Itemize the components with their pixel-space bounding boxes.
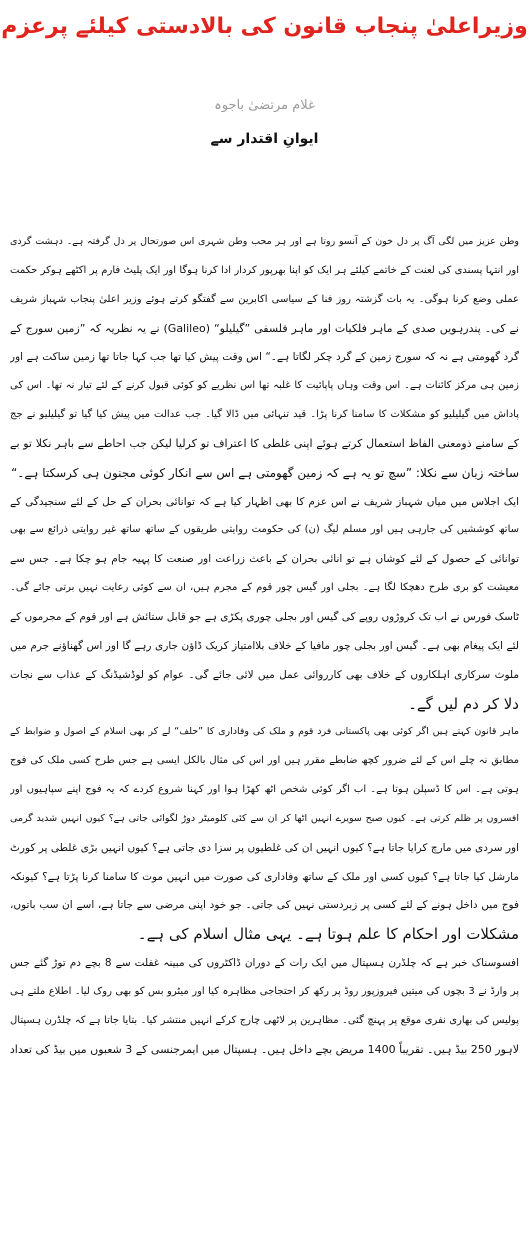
article-title: وزیراعلیٰ پنجاب قانون کی بالادستی کیلئے پرعزم (1, 14, 528, 39)
body-line: عملی وضع کرنا ہوگی۔ یہ بات گزشتہ روز فنا کے سیاسی اکابرین سے گفتگو کرتے ہوئے وزیر اعلیٰ پنجاب شہباز شریف (10, 293, 519, 305)
body-line: لئے ایک پیغام بھی ہے۔ گیس اور بجلی چور مافیا کے خلاف بلاامتیاز کریک ڈاؤن جاری رہے گا اور اس گھناؤنے جرم میں (10, 639, 519, 652)
body-line: ساتھ کوششیں کی جارہی ہیں اور مسلم لیگ (ن) کی حکومت روایتی طریقوں کے ساتھ ساتھ غیر روایتی ذرائع سے بھی (10, 524, 519, 536)
body-line: فوج میں داخل ہونے کے لئے کسی پر زبردستی نہیں کی جاتی۔ جو خود اپنی مرضی سے جاتا ہے، اسے ان سب باتوں، (10, 899, 519, 912)
body-line: ماہر قانون کہتے ہیں اگر کوئی بھی پاکستانی فرد قوم و ملک کی وفاداری کا ”حلف“ لے کر بھی اسلام کے اصول و ضوابط کے (10, 726, 519, 738)
body-line: افسروں پر ظلم کرتی ہے۔ کیوں صبح سویرے انہیں اٹھا کر ان سے کئی کلومیٹر دوڑ لگوائی جاتی ہے؟ کیوں انہیں شدید گرمی (10, 812, 519, 824)
body-line: ساختہ زبان سے نکلا: ”سچ تو یہ ہے کہ زمین گھومتی ہے اس سے انکار کوئی مجنون ہی کرسکتا ہے۔“ (11, 465, 519, 480)
body-line: پاداش میں گیلیلیو کو مشکلات کا سامنا کرنا پڑا۔ قید تنہائی میں ڈالا گیا۔ جب عدالت میں پیش کیا گیا تو گیلیلیو نے جج (10, 409, 519, 421)
body-line: مشکلات اور احکام کا علم ہوتا ہے۔ یہی مثال اسلام کی ہے۔ (137, 925, 519, 944)
body-line: توانائی کے حصول کے لئے کوشاں ہے تو انائی بحران کے باعث زراعت اور صنعت کا پہیہ جام ہو چکا ہے۔ جس سے (10, 553, 519, 566)
body-line: کے سامنے ذومعنی الفاظ استعمال کرتے ہوئے اپنی غلطی کا اعتراف تو کرلیا لیکن جب احاطے سے باہر نکلا تو بے (10, 436, 519, 450)
body-line: پر وارڈ نے 3 بچوں کی میتیں فیروزپور روڈ پر رکھ کر احتجاجی مظاہرہ کیا اور میٹرو بس کو بھی روک لیا۔ اطلاع ملتے ہی (10, 985, 519, 997)
body-line: ملوث سرکاری اہلکاروں کے خلاف بھی کارروائی عمل میں لائی جائے گی۔ عوام کو لوڈشیڈنگ کے عذاب سے نجات (10, 668, 519, 681)
article-body (10, 228, 519, 1064)
body-line: ٹاسک فورس نے اب تک کروڑوں روپے کی گیس اور بجلی چوری پکڑی ہے جو قابل ستائش ہے اور قوم کے مجرموں کے (10, 610, 519, 623)
body-line: لاہور 250 بیڈ ہیں۔ تقریباً 1400 مریض بچے داخل ہیں۔ ہسپتال میں ایمرجنسی کے 3 شعبوں میں بیڈ کی تعداد (10, 1042, 519, 1056)
body-line: نے کی۔ پندرہویں صدی کے ماہر فلکیات اور ماہر فلسفی ”گیلیلو“ (Galileo) نے یہ نظریہ کہ ”زمین سورج کے (10, 321, 519, 335)
author-name: غلام مرتضیٰ باجوہ (214, 98, 315, 113)
body-line: پولیس کی بھاری نفری موقع پر پہنچ گئی۔ مظاہرین پر لاٹھی چارج کرکے انہیں منتشر کیا۔ بتایا جاتا ہے کہ چلڈرن ہسپتال (10, 1014, 519, 1026)
body-line: دلا کر دم لیں گے۔ (408, 694, 519, 713)
body-line: اور انتہا پسندی کی لعنت کے خاتمے کیلئے ہر ایک کو اپنا بھرپور کردار ادا کرنا ہوگا اور ایک پلیٹ فارم پر اکٹھے ہوکر حکمت (10, 264, 519, 276)
body-line: مطابق نہ چلے اس کے لئے ضرور کچھ ضابطے مقرر ہیں اور اس کی مثال بالکل ایسی ہے جس طرح کسی ملک کی فوج (10, 755, 519, 767)
body-line: گرد گھومتی ہے نہ کہ سورج زمین کے گرد چکر لگاتا ہے۔“ اس وقت پیش کیا تھا جب کہا جاتا تھا زمین ساکت ہے اور (10, 351, 519, 364)
body-line: اور سردی میں مارچ کرایا جاتا ہے؟ کیوں انہیں ان کی غلطیوں پر سزا دی جاتی ہے؟ کیوں انہیں بڑی غلطی پر کورٹ (10, 841, 519, 854)
body-line: معیشت کو بری طرح دھچکا لگا ہے۔ بجلی اور گیس چور قوم کے مجرم ہیں، ان سے کوئی رعایت نہیں برتی جائے گی۔ (10, 582, 519, 594)
body-line: افسوسناک خبر ہے کہ چلڈرن ہسپتال میں ایک رات کے دوران ڈاکٹروں کی مبینہ غفلت سے 8 بچے دم توڑ گئے جس (10, 957, 519, 970)
body-line: زمین ہی مرکز کائنات ہے۔ اس وقت وہاں پاپائیت کا غلبہ تھا اس نظریے کو کوئی قبول کرنے کے لئے تیار نہ تھا۔ اس کی (10, 380, 519, 392)
body-line: ایک اجلاس میں میاں شہباز شریف نے اس عزم کا بھی اظہار کیا ہے کہ توانائی بحران کے حل کے لئے سنجیدگی کے (10, 495, 519, 508)
body-line: ہوتی ہے۔ اس کا ڈسپلن ہوتا ہے۔ اب اگر کوئی شخص اٹھ کھڑا ہوا اور کہنا شروع کردے کہ یہ فوج اپنے سپاہیوں اور (10, 784, 519, 796)
body-line: وطن عزیز میں لگی آگ پر دل خون کے آنسو روتا ہے اور ہر محب وطن شہری اس صورتحال پر دل گرفتہ ہے۔ دہشت گردی (10, 236, 519, 247)
column-name: ایوانِ اقتدار سے (210, 131, 319, 147)
body-line: مارشل کیا جاتا ہے؟ کیوں کسی اور ملک کے ساتھ وفاداری کی صورت میں انہیں موت کا سامنا کرنا پڑتا ہے؟ کیونکہ (10, 870, 519, 883)
